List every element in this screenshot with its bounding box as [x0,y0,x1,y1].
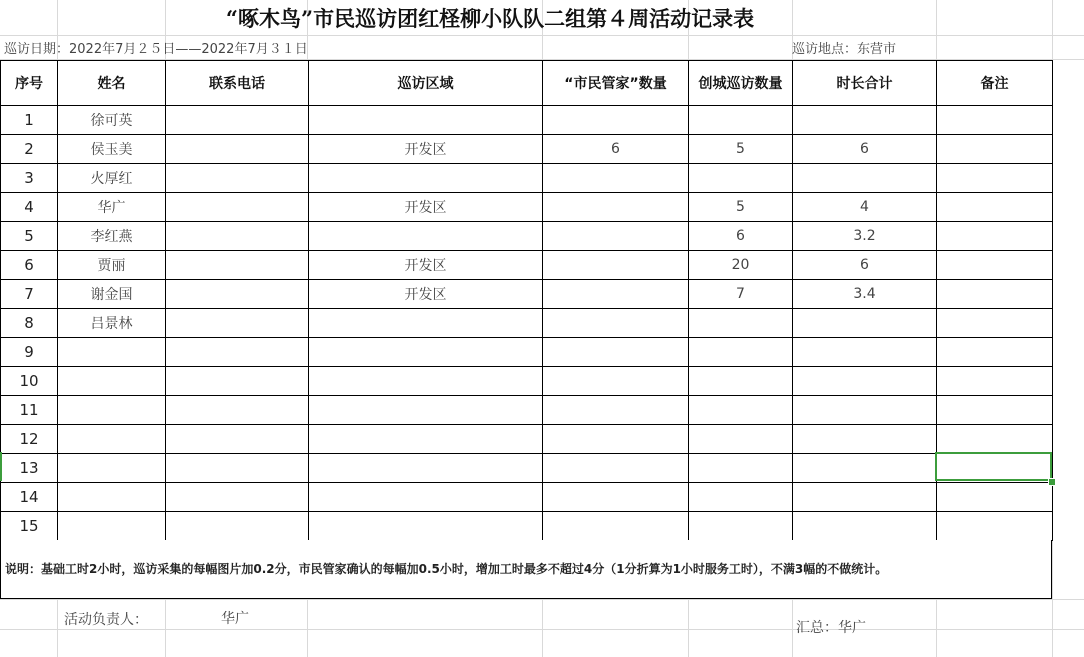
cell-name[interactable]: 华广 [58,193,166,222]
cell-name[interactable] [58,367,166,396]
cell-phone[interactable] [166,222,309,251]
cell-remark[interactable] [937,280,1053,309]
cell-visits[interactable] [689,164,793,193]
cell-area[interactable] [309,106,543,135]
visit-location: 巡访地点：东营市 [792,42,897,57]
cell-phone[interactable] [166,425,309,454]
cell-phone[interactable] [166,280,309,309]
cell-name[interactable] [58,396,166,425]
cell-name[interactable] [58,454,166,483]
cell-area[interactable] [309,164,543,193]
cell-name[interactable]: 谢金国 [58,280,166,309]
cell-name[interactable] [58,512,166,541]
cell-steward[interactable] [543,280,689,309]
cell-remark[interactable] [937,251,1053,280]
cell-steward[interactable] [543,164,689,193]
table-row [1,396,1053,425]
cell-hours[interactable] [793,396,937,425]
cell-area[interactable] [309,483,543,512]
header-cell[interactable]: 序号 [1,61,58,106]
cell-hours[interactable] [793,512,937,541]
cell-steward[interactable] [543,309,689,338]
explanation-note[interactable]: 说明：基础工时2小时，巡访采集的每幅图片加0.2分，市民管家确认的每幅加0.5小时，增加工时最多不超过4分（1分折算为1小时服务工时），不满3幅的不做统计。 [0,540,1052,599]
cell-no[interactable]: 12 [1,425,58,454]
cell-phone[interactable] [166,251,309,280]
gridline-horizontal [0,629,1084,630]
gridline-horizontal [0,35,1084,36]
cell-hours[interactable]: 3.4 [793,280,937,309]
cell-no[interactable]: 7 [1,280,58,309]
cell-visits[interactable] [689,512,793,541]
cell-steward[interactable] [543,396,689,425]
cell-area[interactable] [309,309,543,338]
cell-hours[interactable] [793,367,937,396]
cell-area[interactable]: 开发区 [309,280,543,309]
table-row [1,425,1053,454]
cell-name[interactable]: 侯玉美 [58,135,166,164]
cell-remark[interactable] [937,164,1053,193]
cell-area[interactable] [309,425,543,454]
table-row [1,106,1053,135]
cell-hours[interactable] [793,454,937,483]
table-row [1,454,1053,483]
cell-area[interactable] [309,396,543,425]
header-cell[interactable]: 联系电话 [166,61,309,106]
cell-area[interactable]: 开发区 [309,193,543,222]
cell-remark[interactable] [937,338,1053,367]
active-row-marker [0,452,2,481]
cell-hours[interactable] [793,425,937,454]
cell-remark[interactable] [937,309,1053,338]
cell-hours[interactable] [793,483,937,512]
cell-hours[interactable] [793,309,937,338]
cell-remark[interactable] [937,193,1053,222]
cell-no[interactable]: 2 [1,135,58,164]
cell-steward[interactable] [543,425,689,454]
cell-hours[interactable] [793,164,937,193]
cell-hours[interactable] [793,338,937,367]
cell-name[interactable]: 李红燕 [58,222,166,251]
selected-cell[interactable] [935,452,1052,481]
cell-phone[interactable] [166,135,309,164]
header-cell[interactable]: “市民管家”数量 [543,61,689,106]
cell-steward[interactable] [543,193,689,222]
cell-visits[interactable] [689,106,793,135]
cell-name[interactable] [58,425,166,454]
cell-name[interactable]: 火厚红 [58,164,166,193]
cell-steward[interactable] [543,222,689,251]
cell-name[interactable]: 徐可英 [58,106,166,135]
cell-visits[interactable]: 6 [689,222,793,251]
cell-visits[interactable] [689,483,793,512]
cell-area[interactable]: 开发区 [309,135,543,164]
cell-phone[interactable] [166,338,309,367]
cell-area[interactable]: 开发区 [309,251,543,280]
cell-phone[interactable] [166,309,309,338]
cell-no[interactable]: 10 [1,367,58,396]
cell-name[interactable]: 贾丽 [58,251,166,280]
cell-steward[interactable] [543,338,689,367]
cell-no[interactable]: 3 [1,164,58,193]
cell-steward[interactable] [543,106,689,135]
cell-remark[interactable] [937,425,1053,454]
cell-phone[interactable] [166,106,309,135]
cell-remark[interactable] [937,135,1053,164]
record-table [0,60,1053,541]
table-row [1,512,1053,541]
cell-phone[interactable] [166,164,309,193]
cell-visits[interactable] [689,367,793,396]
cell-phone[interactable] [166,193,309,222]
table-row [1,251,1053,280]
cell-steward[interactable] [543,454,689,483]
cell-area[interactable] [309,512,543,541]
cell-area[interactable] [309,454,543,483]
cell-no[interactable]: 13 [1,454,58,483]
table-row [1,338,1053,367]
cell-visits[interactable]: 5 [689,193,793,222]
cell-remark[interactable] [937,367,1053,396]
cell-phone[interactable] [166,483,309,512]
header-cell[interactable]: 创城巡访数量 [689,61,793,106]
table-row [1,367,1053,396]
cell-remark[interactable] [937,106,1053,135]
cell-no[interactable]: 1 [1,106,58,135]
cell-no[interactable]: 14 [1,483,58,512]
header-cell[interactable]: 备注 [937,61,1053,106]
table-body [1,106,1053,541]
cell-area[interactable] [309,367,543,396]
summary[interactable]: 汇总：华广 [796,620,866,636]
visit-date: 巡访日期：2022年7月２５日——2022年7月３１日 [4,42,308,57]
cell-remark[interactable] [937,512,1053,541]
table-row [1,483,1053,512]
table-row [1,309,1053,338]
cell-name[interactable] [58,483,166,512]
cell-hours[interactable]: 6 [793,135,937,164]
cell-visits[interactable] [689,309,793,338]
header-cell[interactable]: 姓名 [58,61,166,106]
leader-label: 活动负责人： [64,612,148,628]
cell-steward[interactable] [543,251,689,280]
cell-no[interactable]: 4 [1,193,58,222]
cell-steward[interactable] [543,367,689,396]
cell-hours[interactable] [793,106,937,135]
cell-remark[interactable] [937,222,1053,251]
header-cell[interactable]: 时长合计 [793,61,937,106]
cell-hours[interactable]: 3.2 [793,222,937,251]
cell-visits[interactable]: 7 [689,280,793,309]
cell-hours[interactable]: 6 [793,251,937,280]
cell-phone[interactable] [166,396,309,425]
table-row [1,193,1053,222]
cell-visits[interactable] [689,396,793,425]
table-row [1,135,1053,164]
cell-steward[interactable]: 6 [543,135,689,164]
cell-remark[interactable] [937,483,1053,512]
cell-area[interactable] [309,222,543,251]
leader-name[interactable]: 华广 [221,611,249,627]
cell-visits[interactable]: 5 [689,135,793,164]
cell-visits[interactable]: 20 [689,251,793,280]
table-row [1,222,1053,251]
table-row [1,280,1053,309]
fill-handle[interactable] [1048,478,1056,486]
cell-no[interactable]: 15 [1,512,58,541]
cell-visits[interactable] [689,425,793,454]
cell-name[interactable] [58,338,166,367]
gridline-horizontal [0,599,1084,600]
document-title: “啄木鸟”市民巡访团红柽柳小队队二组第４周活动记录表 [225,6,755,31]
cell-no[interactable]: 11 [1,396,58,425]
table-row [1,164,1053,193]
header-cell[interactable]: 巡访区域 [309,61,543,106]
cell-hours[interactable]: 4 [793,193,937,222]
cell-no[interactable]: 5 [1,222,58,251]
table-header-row [1,61,1053,106]
cell-no[interactable]: 6 [1,251,58,280]
cell-name[interactable]: 吕景林 [58,309,166,338]
cell-phone[interactable] [166,512,309,541]
cell-remark[interactable] [937,396,1053,425]
cell-visits[interactable] [689,338,793,367]
cell-phone[interactable] [166,454,309,483]
cell-area[interactable] [309,338,543,367]
cell-no[interactable]: 9 [1,338,58,367]
cell-visits[interactable] [689,454,793,483]
cell-steward[interactable] [543,483,689,512]
cell-no[interactable]: 8 [1,309,58,338]
cell-phone[interactable] [166,367,309,396]
cell-steward[interactable] [543,512,689,541]
